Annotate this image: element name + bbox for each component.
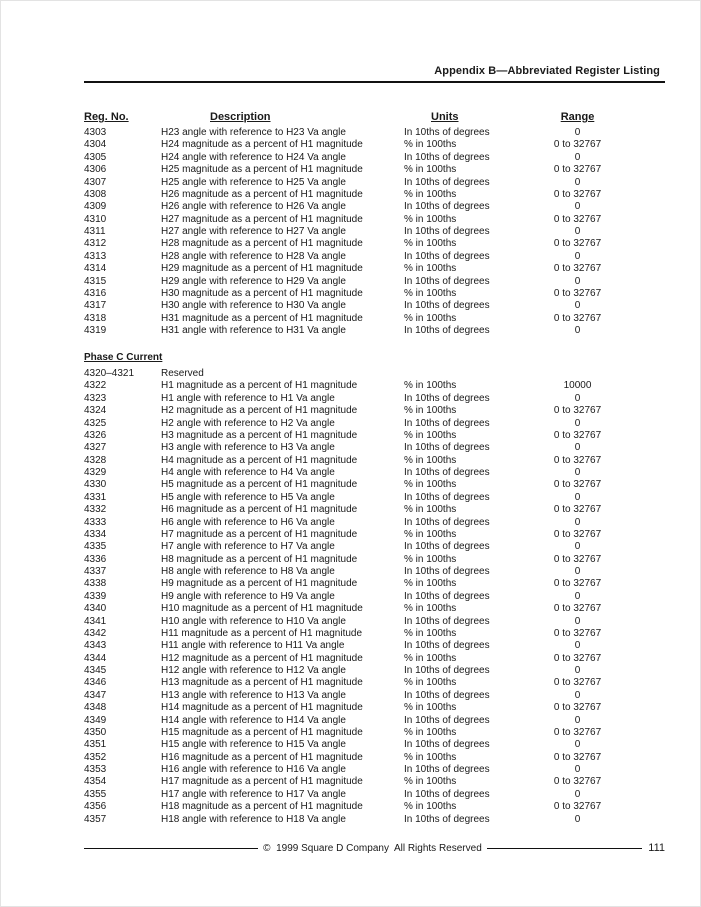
reg-no-cell: 4357 (84, 813, 107, 825)
range-cell: 0 (574, 640, 581, 652)
units-cell: In 10ths of degrees (404, 250, 490, 262)
table-row (84, 752, 665, 764)
units-cell: % in 100ths (404, 504, 457, 516)
range-cell: 0 to 32767 (553, 504, 602, 516)
table-row (84, 177, 665, 189)
units-cell: In 10ths of degrees (404, 813, 490, 825)
description-cell: H25 magnitude as a percent of H1 magnitude (161, 164, 363, 176)
reg-no-cell: 4318 (84, 312, 107, 324)
description-cell: H27 magnitude as a percent of H1 magnitude (161, 213, 363, 225)
range-cell: 0 (574, 590, 581, 602)
copyright-text: © 1999 Square D Company All Rights Reserved (263, 842, 482, 854)
units-cell: In 10ths of degrees (404, 127, 490, 138)
description-cell: H26 magnitude as a percent of H1 magnitude (161, 188, 363, 200)
units-cell: % in 100ths (404, 652, 457, 664)
units-cell: In 10ths of degrees (404, 392, 490, 404)
description-cell: H30 magnitude as a percent of H1 magnitude (161, 287, 363, 299)
table-row (84, 263, 665, 275)
units-cell: % in 100ths (404, 287, 457, 299)
table-row (84, 238, 665, 250)
range-cell: 0 (574, 665, 581, 676)
description-cell: H4 magnitude as a percent of H1 magnitude (161, 454, 358, 466)
units-cell: In 10ths of degrees (404, 226, 490, 237)
table-row (84, 665, 665, 677)
description-cell: H26 angle with reference to H26 Va angle (161, 201, 346, 213)
range-cell: 0 to 32767 (553, 776, 602, 788)
page-number: 111 (648, 842, 665, 854)
units-cell: In 10ths of degrees (404, 275, 490, 287)
units-cell: In 10ths of degrees (404, 417, 490, 429)
register-table-section-2 (84, 368, 665, 826)
description-cell: H9 magnitude as a percent of H1 magnitude (161, 578, 358, 590)
table-row (84, 814, 665, 826)
table-row (84, 702, 665, 714)
units-cell: % in 100ths (404, 677, 457, 689)
table-row (84, 300, 665, 312)
range-cell: 0 to 32767 (553, 263, 602, 275)
description-cell: H16 magnitude as a percent of H1 magnitude (161, 751, 363, 763)
description-cell: H7 angle with reference to H7 Va angle (161, 541, 335, 553)
description-cell: H2 angle with reference to H2 Va angle (161, 417, 335, 429)
units-cell: % in 100ths (404, 405, 457, 417)
range-cell: 0 to 32767 (553, 751, 602, 763)
reg-no-cell: 4344 (84, 652, 107, 664)
description-cell: H6 magnitude as a percent of H1 magnitude (161, 504, 358, 516)
reg-no-cell: 4311 (84, 226, 106, 237)
units-cell: % in 100ths (404, 726, 457, 738)
units-cell: In 10ths of degrees (404, 176, 490, 188)
description-cell: H2 magnitude as a percent of H1 magnitude (161, 405, 358, 417)
description-cell: H8 magnitude as a percent of H1 magnitude (161, 553, 358, 565)
range-cell: 0 (574, 417, 581, 429)
description-cell: H1 magnitude as a percent of H1 magnitude (161, 380, 358, 392)
range-cell: 0 (574, 788, 581, 800)
description-cell: H17 angle with reference to H17 Va angle (161, 788, 346, 800)
page-footer (84, 842, 665, 854)
range-cell: 0 (574, 714, 581, 726)
table-row (84, 628, 665, 640)
description-cell: H28 magnitude as a percent of H1 magnitude (161, 238, 363, 250)
description-cell: H30 angle with reference to H30 Va angle (161, 300, 346, 312)
units-cell: % in 100ths (404, 528, 457, 540)
table-row (84, 776, 665, 788)
units-cell: In 10ths of degrees (404, 516, 490, 528)
range-cell: 10000 (563, 380, 592, 392)
description-cell: H29 magnitude as a percent of H1 magnitude (161, 263, 363, 275)
table-row (84, 467, 665, 479)
units-cell: In 10ths of degrees (404, 300, 490, 312)
range-cell: 0 (574, 491, 581, 503)
range-cell: 0 to 32767 (553, 603, 602, 615)
reg-no-cell: 4308 (84, 188, 107, 200)
description-cell: H13 angle with reference to H13 Va angle (161, 689, 346, 701)
reg-no-cell: 4334 (84, 528, 107, 540)
range-cell: 0 (574, 151, 581, 163)
table-row (84, 189, 665, 201)
table-row (84, 764, 665, 776)
table-row (84, 430, 665, 442)
description-cell: H31 angle with reference to H31 Va angle (161, 325, 346, 336)
description-cell: H24 magnitude as a percent of H1 magnitude (161, 139, 363, 151)
description-cell: H27 angle with reference to H27 Va angle (161, 226, 346, 237)
units-cell: In 10ths of degrees (404, 201, 490, 213)
table-row (84, 578, 665, 590)
units-cell: In 10ths of degrees (404, 442, 490, 454)
range-cell: 0 (574, 275, 581, 287)
table-row (84, 715, 665, 727)
units-cell: % in 100ths (404, 380, 457, 392)
range-cell: 0 (574, 392, 581, 404)
table-row (84, 492, 665, 504)
range-cell: 0 to 32767 (553, 702, 602, 714)
reg-no-cell: 4347 (84, 689, 107, 701)
units-cell: % in 100ths (404, 627, 457, 639)
column-header-reg-no: Reg. No. (84, 111, 129, 123)
reg-no-cell: 4306 (84, 164, 107, 176)
units-cell: In 10ths of degrees (404, 788, 490, 800)
description-cell: H14 magnitude as a percent of H1 magnitude (161, 702, 363, 714)
reg-no-cell: 4331 (84, 491, 107, 503)
units-cell (404, 368, 511, 380)
range-cell: 0 (574, 201, 581, 213)
units-cell: % in 100ths (404, 188, 457, 200)
units-cell: In 10ths of degrees (404, 590, 490, 602)
description-cell: Reserved (161, 368, 204, 379)
reg-no-cell: 4309 (84, 201, 107, 213)
units-cell: In 10ths of degrees (404, 325, 490, 336)
description-cell: H5 magnitude as a percent of H1 magnitude (161, 479, 358, 491)
range-cell: 0 to 32767 (553, 454, 602, 466)
reg-no-cell: 4343 (84, 640, 107, 652)
range-cell: 0 to 32767 (553, 312, 602, 324)
description-cell: H24 angle with reference to H24 Va angle (161, 151, 346, 163)
description-cell: H12 magnitude as a percent of H1 magnitude (161, 652, 363, 664)
table-row (84, 393, 665, 405)
range-cell: 0 (574, 764, 581, 775)
column-header-description: Description (210, 111, 271, 123)
table-row (84, 529, 665, 541)
table-row (84, 455, 665, 467)
description-cell: H4 angle with reference to H4 Va angle (161, 467, 335, 478)
reg-no-cell: 4313 (84, 250, 107, 262)
range-cell: 0 (574, 467, 581, 478)
units-cell: % in 100ths (404, 578, 457, 590)
units-cell: % in 100ths (404, 801, 457, 813)
range-cell: 0 to 32767 (553, 139, 602, 151)
description-cell: H12 angle with reference to H12 Va angle (161, 665, 346, 676)
units-cell: % in 100ths (404, 479, 457, 491)
table-row (84, 152, 665, 164)
description-cell: H15 angle with reference to H15 Va angle (161, 739, 346, 751)
reg-no-cell: 4317 (84, 300, 107, 312)
reg-no-cell: 4312 (84, 238, 107, 250)
description-cell: H18 magnitude as a percent of H1 magnitude (161, 801, 363, 813)
reg-no-cell: 4328 (84, 454, 107, 466)
description-cell: H9 angle with reference to H9 Va angle (161, 590, 335, 602)
header-rule (84, 81, 665, 83)
range-cell: 0 (574, 615, 581, 627)
description-cell: H10 magnitude as a percent of H1 magnitude (161, 603, 363, 615)
reg-no-cell: 4349 (84, 714, 107, 726)
reg-no-cell: 4310 (84, 213, 107, 225)
table-row (84, 214, 665, 226)
units-cell: % in 100ths (404, 139, 457, 151)
reg-no-cell: 4305 (84, 151, 107, 163)
table-row (84, 479, 665, 491)
units-cell: % in 100ths (404, 553, 457, 565)
table-row (84, 739, 665, 751)
reg-no-cell: 4303 (84, 127, 107, 138)
reg-no-cell: 4319 (84, 325, 107, 336)
table-row (84, 727, 665, 739)
units-cell: In 10ths of degrees (404, 764, 490, 775)
units-cell: In 10ths of degrees (404, 566, 490, 577)
reg-no-cell: 4333 (84, 516, 107, 528)
reg-no-cell: 4346 (84, 677, 107, 689)
reg-no-cell: 4340 (84, 603, 107, 615)
description-cell: H8 angle with reference to H8 Va angle (161, 566, 335, 577)
table-row (84, 677, 665, 689)
description-cell: H25 angle with reference to H25 Va angle (161, 176, 346, 188)
reg-no-cell: 4353 (84, 764, 107, 775)
section-title-phase-c-current: Phase C Current (84, 352, 163, 363)
reg-no-cell: 4327 (84, 442, 107, 454)
table-row (84, 276, 665, 288)
units-cell: % in 100ths (404, 751, 457, 763)
table-row (84, 789, 665, 801)
table-row (84, 801, 665, 813)
range-cell: 0 (574, 516, 581, 528)
range-cell: 0 to 32767 (553, 213, 602, 225)
units-cell: % in 100ths (404, 454, 457, 466)
column-header-row (84, 111, 665, 123)
units-cell: % in 100ths (404, 702, 457, 714)
footer-rule-left (84, 848, 258, 849)
description-cell: H7 magnitude as a percent of H1 magnitude (161, 528, 358, 540)
range-cell: 0 to 32767 (553, 528, 602, 540)
units-cell: In 10ths of degrees (404, 665, 490, 676)
range-cell (511, 368, 644, 380)
reg-no-cell: 4325 (84, 417, 107, 429)
range-cell: 0 to 32767 (553, 652, 602, 664)
table-row (84, 603, 665, 615)
range-cell: 0 to 32767 (553, 429, 602, 441)
reg-no-cell: 4307 (84, 176, 107, 188)
table-row (84, 127, 665, 139)
description-cell: H5 angle with reference to H5 Va angle (161, 491, 335, 503)
range-cell: 0 (574, 566, 581, 577)
reg-no-cell: 4341 (84, 615, 107, 627)
units-cell: In 10ths of degrees (404, 541, 490, 553)
table-row (84, 405, 665, 417)
reg-no-cell: 4356 (84, 801, 107, 813)
units-cell: In 10ths of degrees (404, 151, 490, 163)
reg-no-cell: 4335 (84, 541, 107, 553)
range-cell: 0 to 32767 (553, 238, 602, 250)
table-row (84, 653, 665, 665)
column-header-units: Units (431, 111, 459, 123)
range-cell: 0 to 32767 (553, 164, 602, 176)
reg-no-cell: 4348 (84, 702, 107, 714)
units-cell: % in 100ths (404, 776, 457, 788)
units-cell: % in 100ths (404, 213, 457, 225)
table-row (84, 139, 665, 151)
table-row (84, 690, 665, 702)
reg-no-cell: 4326 (84, 429, 107, 441)
reg-no-cell: 4354 (84, 776, 107, 788)
description-cell: H15 magnitude as a percent of H1 magnitude (161, 726, 363, 738)
description-cell: H3 angle with reference to H3 Va angle (161, 442, 335, 454)
description-cell: H13 magnitude as a percent of H1 magnitude (161, 677, 363, 689)
units-cell: % in 100ths (404, 238, 457, 250)
table-row (84, 442, 665, 454)
range-cell: 0 to 32767 (553, 627, 602, 639)
column-header-range: Range (560, 111, 595, 123)
reg-no-cell: 4337 (84, 566, 107, 577)
range-cell: 0 to 32767 (553, 188, 602, 200)
reg-no-cell: 4323 (84, 392, 107, 404)
reg-no-cell: 4324 (84, 405, 107, 417)
reg-no-cell: 4314 (84, 263, 107, 275)
table-row (84, 616, 665, 628)
units-cell: In 10ths of degrees (404, 467, 490, 478)
units-cell: In 10ths of degrees (404, 714, 490, 726)
units-cell: % in 100ths (404, 603, 457, 615)
table-row (84, 554, 665, 566)
table-row (84, 591, 665, 603)
table-row (84, 517, 665, 529)
range-cell: 0 (574, 300, 581, 312)
range-cell: 0 to 32767 (553, 677, 602, 689)
reg-no-cell: 4338 (84, 578, 107, 590)
table-row (84, 418, 665, 430)
range-cell: 0 (574, 813, 581, 825)
reg-no-cell: 4330 (84, 479, 107, 491)
table-row (84, 201, 665, 213)
table-row (84, 640, 665, 652)
description-cell: H6 angle with reference to H6 Va angle (161, 516, 335, 528)
description-cell: H11 magnitude as a percent of H1 magnitude (161, 627, 363, 639)
table-row (84, 164, 665, 176)
range-cell: 0 to 32767 (553, 479, 602, 491)
reg-no-cell: 4336 (84, 553, 107, 565)
units-cell: % in 100ths (404, 263, 457, 275)
description-cell: H18 angle with reference to H18 Va angle (161, 813, 346, 825)
table-row (84, 380, 665, 392)
reg-no-cell: 4320–4321 (84, 368, 135, 379)
table-row (84, 541, 665, 553)
reg-no-cell: 4352 (84, 751, 107, 763)
description-cell: H31 magnitude as a percent of H1 magnitude (161, 312, 363, 324)
reg-no-cell: 4322 (84, 380, 107, 392)
reg-no-cell: 4350 (84, 726, 107, 738)
description-cell: H16 angle with reference to H16 Va angle (161, 764, 346, 775)
range-cell: 0 (574, 541, 581, 553)
range-cell: 0 to 32767 (553, 726, 602, 738)
units-cell: In 10ths of degrees (404, 739, 490, 751)
footer-rule-right (487, 848, 643, 849)
units-cell: % in 100ths (404, 429, 457, 441)
table-row (84, 313, 665, 325)
range-cell: 0 to 32767 (553, 287, 602, 299)
range-cell: 0 (574, 250, 581, 262)
table-row (84, 504, 665, 516)
range-cell: 0 (574, 176, 581, 188)
reg-no-cell: 4345 (84, 665, 107, 676)
range-cell: 0 to 32767 (553, 801, 602, 813)
description-cell: H23 angle with reference to H23 Va angle (161, 127, 346, 138)
description-cell: H28 angle with reference to H28 Va angle (161, 250, 346, 262)
range-cell: 0 to 32767 (553, 405, 602, 417)
description-cell: H1 angle with reference to H1 Va angle (161, 392, 335, 404)
table-row (84, 325, 665, 337)
units-cell: In 10ths of degrees (404, 615, 490, 627)
table-row (84, 288, 665, 300)
range-cell: 0 to 32767 (553, 578, 602, 590)
units-cell: In 10ths of degrees (404, 689, 490, 701)
reg-no-cell: 4329 (84, 467, 107, 478)
description-cell: H29 angle with reference to H29 Va angle (161, 275, 346, 287)
range-cell: 0 (574, 739, 581, 751)
table-row (84, 566, 665, 578)
reg-no-cell: 4339 (84, 590, 107, 602)
register-table-section-1 (84, 127, 665, 337)
range-cell: 0 to 32767 (553, 553, 602, 565)
table-row (84, 251, 665, 263)
reg-no-cell: 4351 (84, 739, 107, 751)
description-cell: H17 magnitude as a percent of H1 magnitude (161, 776, 363, 788)
appendix-header: Appendix B—Abbreviated Register Listing (434, 65, 660, 77)
range-cell: 0 (574, 442, 581, 454)
range-cell: 0 (574, 689, 581, 701)
range-cell: 0 (574, 127, 581, 138)
units-cell: In 10ths of degrees (404, 640, 490, 652)
reg-no-cell: 4332 (84, 504, 107, 516)
description-cell: H14 angle with reference to H14 Va angle (161, 714, 346, 726)
description-cell: H10 angle with reference to H10 Va angle (161, 615, 346, 627)
reg-no-cell: 4315 (84, 275, 107, 287)
reg-no-cell: 4355 (84, 788, 107, 800)
units-cell: % in 100ths (404, 164, 457, 176)
reg-no-cell: 4342 (84, 627, 107, 639)
reg-no-cell: 4316 (84, 287, 107, 299)
reg-no-cell: 4304 (84, 139, 107, 151)
description-cell: H3 magnitude as a percent of H1 magnitude (161, 429, 358, 441)
range-cell: 0 (574, 226, 581, 237)
table-row (84, 368, 665, 380)
description-cell: H11 angle with reference to H11 Va angle (161, 640, 345, 652)
table-row (84, 226, 665, 238)
units-cell: % in 100ths (404, 312, 457, 324)
range-cell: 0 (574, 325, 581, 336)
units-cell: In 10ths of degrees (404, 491, 490, 503)
